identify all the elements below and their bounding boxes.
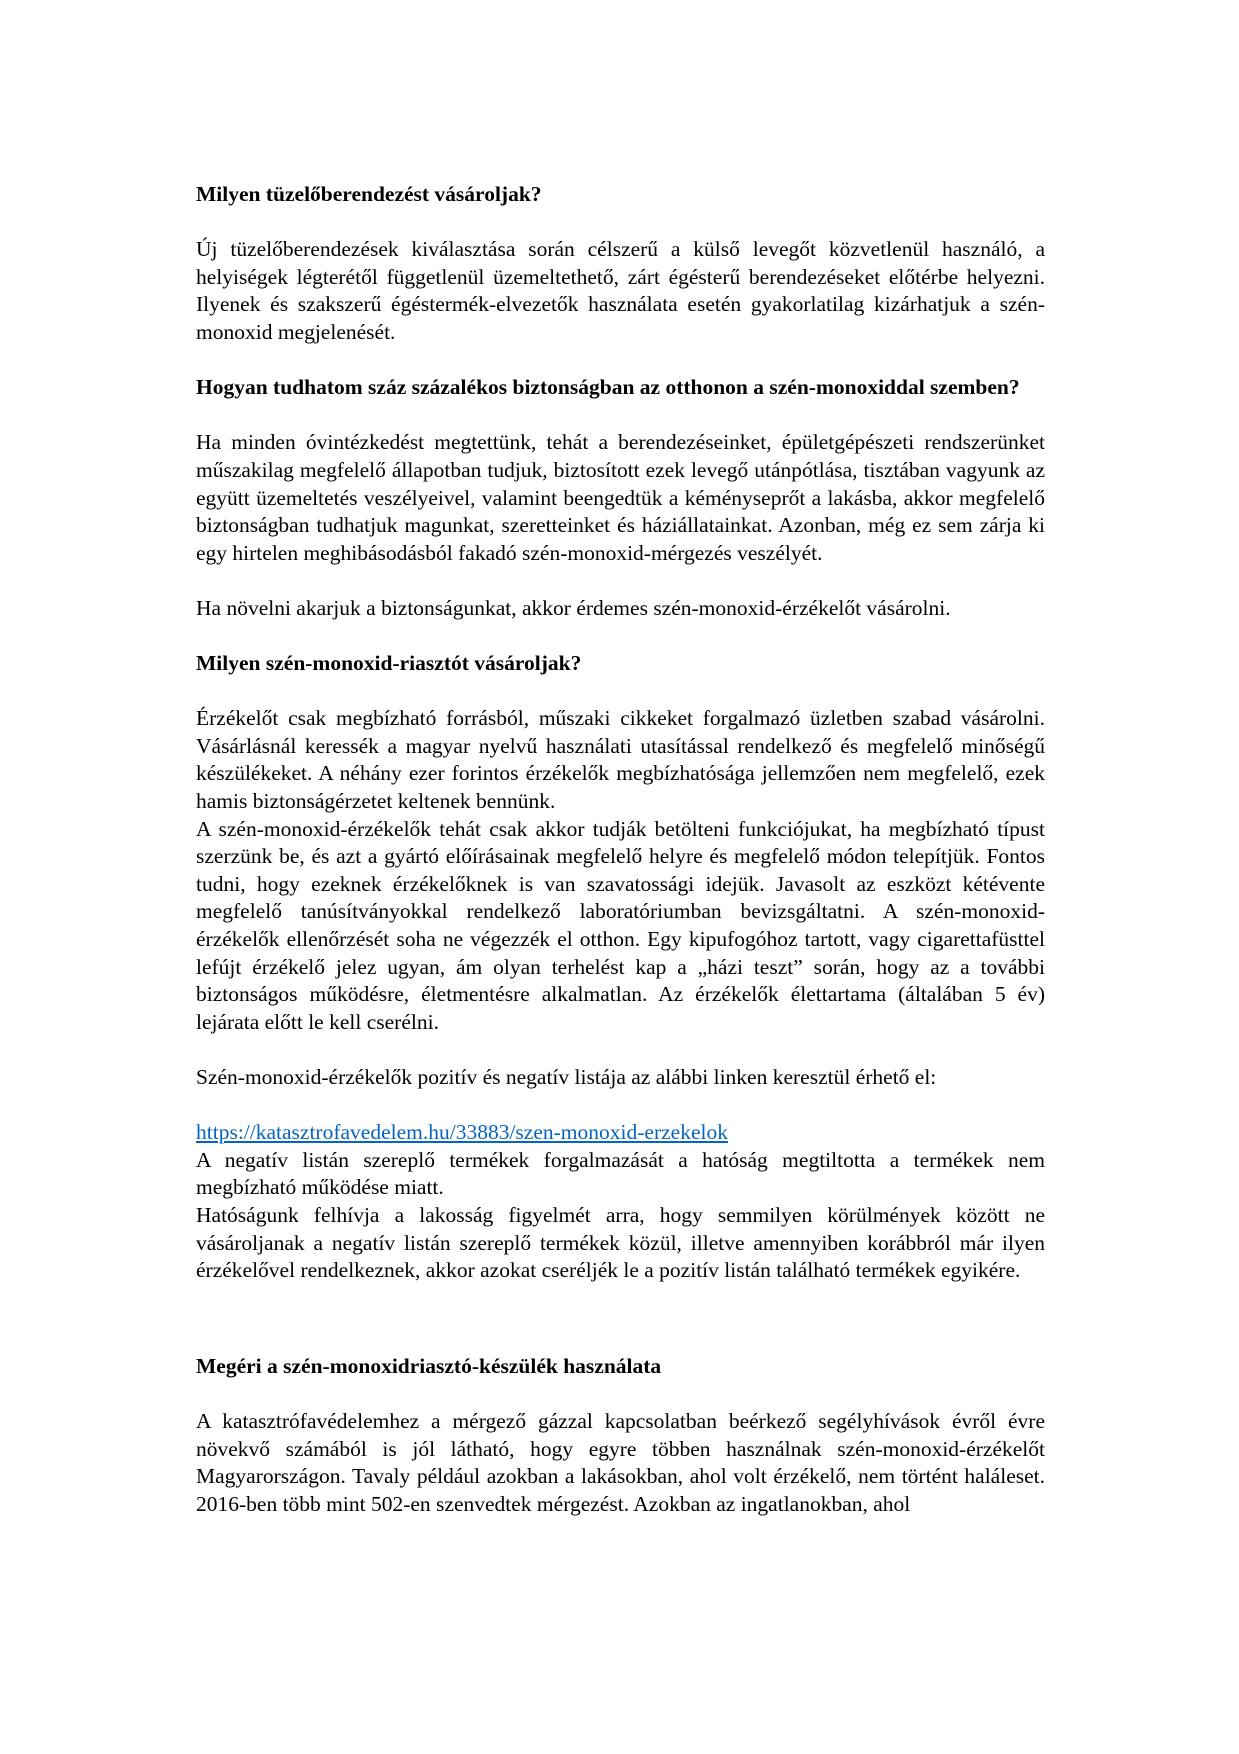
heading-milyen-tuzeloberendezest: Milyen tüzelőberendezést vásároljak? — [196, 182, 542, 206]
heading-hogyan-tudhatom: Hogyan tudhatom száz százalékos biztonságban az otthonon a szén-monoxiddal szemben? — [196, 375, 1020, 400]
paragraph-pozitiv-negativ-lista: Szén-monoxid-érzékelők pozitív és negatív listája az alábbi linken keresztül érhető el: — [196, 1065, 937, 1089]
paragraph-hatosagunk-felhivja: Hatóságunk felhívja a lakosság figyelmét arra, hogy semmilyen körülmények között ne vásároljanak a negatív listán szereplő termékek közül, illetve amennyiben korábbról már ilyen érzékelővel rendelkeznek, akkor azokat cseréljék le a pozitív listán található termékek egyikére. — [196, 1202, 1045, 1283]
paragraph-ha-novelni-akarjuk: Ha növelni akarjuk a biztonságunkat, akkor érdemes szén-monoxid-érzékelőt vásárolni. — [196, 595, 951, 620]
paragraph-erzekelot-csak-megbizhato: Érzékelőt csak megbízható forrásból, műszaki cikkeket forgalmazó üzletben szabad vásárolni. Vásárlásnál keressék a magyar nyelvű használati utasítással rendelkező és megfelelő minőségű készülékeket. A néhány ezer forintos érzékelők megbízhatósága jellemzően nem megfelelő, ezek hamis biztonságérzetet keltenek bennünk. — [196, 706, 1045, 814]
paragraph-szen-monoxid-erzekelok-funkcio: A szén-monoxid-érzékelők tehát csak akkor tudják betölteni funkciójukat, ha megbízható típust szerzünk be, és azt a gyártó előírásainak megfelelő helyre és megfelelő módon telepítjük. Fontos tudni, hogy ezeknek érzékelőknek is van szavatossági idejük. Javasolt az eszközt kétévente megfelelő tanúsítványokkal rendelkező laboratóriumban bevizsgáltatni. A szén-monoxid-érzékelők ellenőrzését soha ne végezzék el otthon. Egy kipufogóhoz tartott, vagy cigarettafüsttel lefújt érzékelő jelez ugyan, ám olyan terhelést kap a „házi teszt” során, hogy az a további biztonságos működésre, életmentésre alkalmatlan. Az érzékelők élettartama (általában 5 év) lejárata előtt le kell cserélni. — [196, 816, 1045, 1034]
katasztrofavedelem-hyperlink[interactable]: https://katasztrofavedelem.hu/33883/szen-monoxid-erzekelok — [196, 1120, 728, 1145]
link-line — [196, 1119, 1045, 1147]
heading-milyen-riasztot: Milyen szén-monoxid-riasztót vásároljak? — [196, 651, 582, 676]
paragraph-negativ-listan-szereplo: A negatív listán szereplő termékek forgalmazását a hatóság megtiltotta a termékek nem megbízható működése miatt. — [196, 1147, 1045, 1200]
heading-megeri-a-hasznalata: Megéri a szén-monoxidriasztó-készülék használata — [196, 1353, 662, 1378]
paragraph-uj-tuzeloberendezesek: Új tüzelőberendezések kiválasztása során célszerű a külső levegőt közvetlenül használó, a helyiségek légterétől függetlenül üzemeltethető, zárt égésterű berendezéseket előtérbe helyezni. Ilyenek és szakszerű égéstermék-elvezetők használata esetén gyakorlatilag kizárhatjuk a szén-monoxid megjelenését. — [196, 237, 1045, 344]
paragraph-ha-minden-ovintezkedest: Ha minden óvintézkedést megtettünk, tehát a berendezéseinket, épületgépészeti rendszerünket műszakilag megfelelő állapotban tudjuk, biztosított ezek levegő utánpótlása, tisztában vagyunk az együtt üzemeltetés veszélyeivel, valamint beengedtük a kéményseprőt a lakásba, akkor megfelelő biztonságban tudhatjuk magunkat, szeretteinket és háziállatainkat. Azonban, még ez sem zárja ki egy hirtelen meghibásodásból fakadó szén-monoxid-mérgezés veszélyét. — [196, 430, 1045, 565]
paragraph-katasztrofavedelemhez-segelyhivasok: A katasztrófavédelemhez a mérgező gázzal kapcsolatban beérkező segélyhívások évről évre növekvő számából is jól látható, hogy egyre többen használnak szén-monoxid-érzékelőt Magyarországon. Tavaly például azokban a lakásokban, ahol volt érzékelő, nem történt haláleset. 2016-ben több mint 502-en szenvedtek mérgezést. Azokban az ingatlanokban, ahol — [196, 1408, 1045, 1516]
